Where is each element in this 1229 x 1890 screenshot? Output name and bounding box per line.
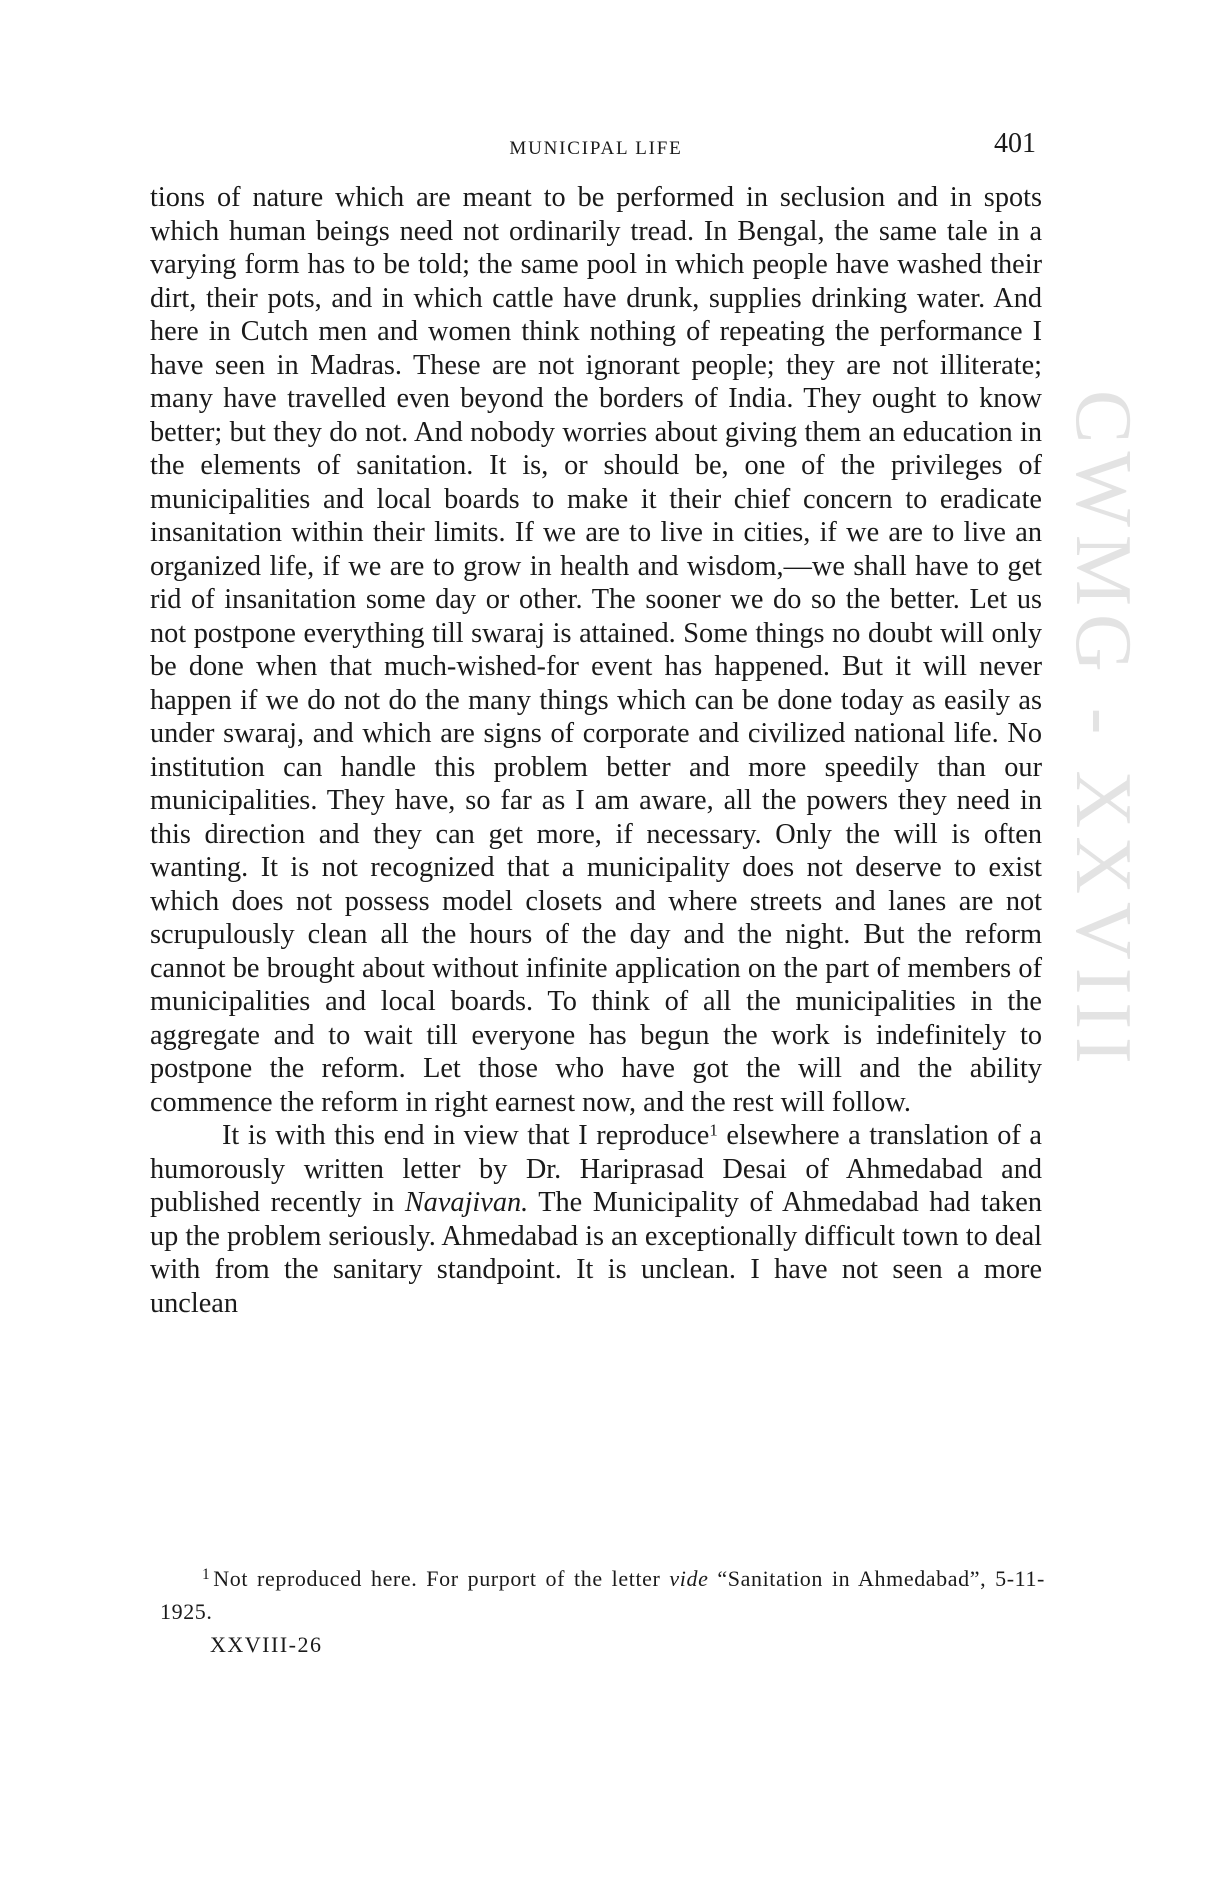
footnote-italic: vide — [669, 1566, 709, 1591]
footnote-mark: 1 — [202, 1566, 211, 1584]
footnote-reference: 1 — [709, 1120, 718, 1140]
footnote-text-part1: Not reproduced here. For purport of the letter — [213, 1566, 670, 1591]
signature-mark: XXVIII-26 — [210, 1632, 323, 1657]
publication-name: Navajivan. — [404, 1187, 529, 1218]
paragraph-text-part2: elsewhere a translation of a humorously written letter by Dr. Hariprasad Desai of Ahmedabad and published recently in — [150, 1120, 1042, 1218]
footnote — [160, 1562, 1045, 1628]
running-head — [150, 128, 1042, 168]
running-title: MUNICIPAL LIFE — [509, 138, 683, 159]
watermark — [1059, 390, 1147, 1500]
watermark-text: CWMG - XXVIII — [1059, 390, 1147, 1072]
paragraph-reproduce-letter — [150, 1119, 1042, 1320]
page-number: 401 — [994, 128, 1036, 159]
paragraph-continued: tions of nature which are meant to be performed in seclusion and in spots which human beings need not ordinarily tread. In Bengal, the same tale in a varying form has to be told; the same pool in which people have washed their dirt, their pots, and in which cattle have drunk, supplies drinking water. And here in Cutch men and women think nothing of repeating the performance I have seen in Madras. These are not ignorant people; they are not illiterate; many have travelled even beyond the borders of India. They ought to know better; but they do not. And nobody worries about giving them an education in the elements of sanitation. It is, or should be, one of the privileges of municipalities and local boards to make it their chief concern to eradicate insanitation within their limits. If we are to live in cities, if we are to live an organized life, if we are to grow in health and wisdom,—we shall have to get rid of insanitation some day or other. The sooner we do so the better. Let us not postpone everything till swaraj is attained. Some things no doubt will only be done when that much-wished-for event has happened. But it will never happen if we do not do the many things which can be done today as easily as under swaraj, and which are signs of corporate and civilized national life. No institution can handle this problem better and more speedily than our municipalities. They have, so far as I am aware, all the powers they need in this direction and they can get more, if necessary. Only the will is often wanting. It is not recognized that a municipality does not deserve to exist which does not possess model closets and where streets and lanes are not scrupulously clean all the hours of the day and the night. But the reform cannot be brought about without infinite application on the part of members of municipalities and local boards. To think of all the municipalities in the aggregate and to wait till everyone has begun the work is indefinitely to postpone the reform. Let those who have got the will and the ability commence the reform in right earnest now, and the rest will follow. — [150, 182, 1042, 1118]
footnote-text-part2: “Sanitation in Ahmedabad”, 5-11-1925. — [160, 1566, 1045, 1624]
paragraph-text-part3: The Municipality of Ahmedabad had taken up the problem seriously. Ahmedabad is an exceptionally difficult town to deal with from the sanitary standpoint. It is unclean. I have not seen a more unclean — [150, 1187, 1042, 1319]
body-text — [150, 181, 1042, 1320]
paragraph-text-part1: It is with this end in view that I reproduce — [222, 1120, 710, 1151]
